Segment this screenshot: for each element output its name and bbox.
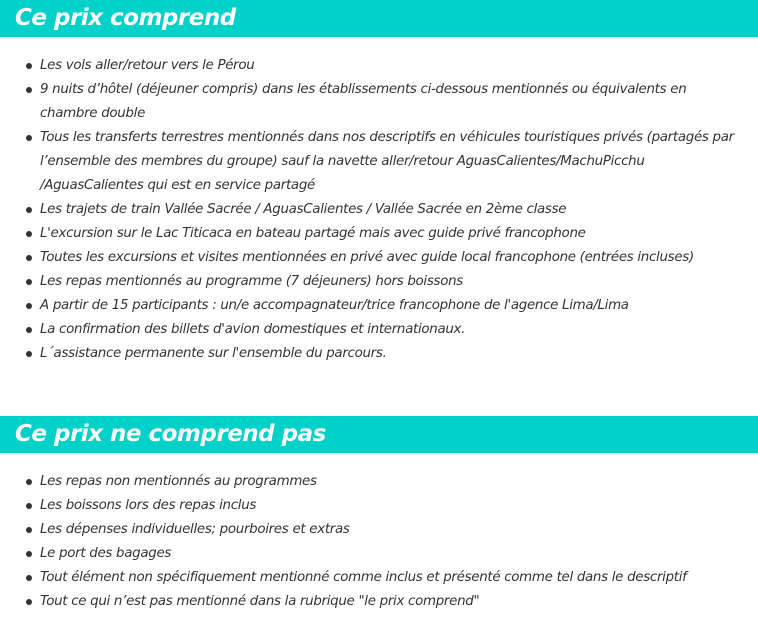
list-item: L´assistance permanente sur l'ensemble du parcours. <box>40 342 758 366</box>
list-item: Les trajets de train Vallée Sacrée / AguasCalientes / Vallée Sacrée en 2ème classe <box>40 198 758 222</box>
includes-heading: Ce prix comprend <box>0 0 758 37</box>
list-item: Les repas non mentionnés au programmes <box>40 470 758 494</box>
list-item: Tous les transferts terrestres mentionnés dans nos descriptifs en véhicules touristiques privés (partagés par l’ensemble des membres du groupe) sauf la navette aller/retour AguasCalientes/MachuPicchu /AguasCalientes qui est en service partagé <box>40 126 758 198</box>
excludes-heading: Ce prix ne comprend pas <box>0 416 758 453</box>
list-item: Tout élément non spécifiquement mentionné comme inclus et présenté comme tel dans le descriptif <box>40 566 758 590</box>
list-item: La confirmation des billets d'avion domestiques et internationaux. <box>40 318 758 342</box>
list-item: Tout ce qui n’est pas mentionné dans la rubrique "le prix comprend" <box>40 590 758 614</box>
list-item: Les vols aller/retour vers le Pérou <box>40 54 758 78</box>
includes-list <box>0 54 758 366</box>
list-item: A partir de 15 participants : un/e accompagnateur/trice francophone de l'agence Lima/Lima <box>40 294 758 318</box>
list-item: Les boissons lors des repas inclus <box>40 494 758 518</box>
excludes-list <box>0 470 758 614</box>
list-item: Toutes les excursions et visites mentionnées en privé avec guide local francophone (entrées incluses) <box>40 246 758 270</box>
list-item: Les dépenses individuelles; pourboires et extras <box>40 518 758 542</box>
list-item: 9 nuits d’hôtel (déjeuner compris) dans les établissements ci-dessous mentionnés ou équivalents en chambre double <box>40 78 758 126</box>
list-item: Les repas mentionnés au programme (7 déjeuners) hors boissons <box>40 270 758 294</box>
list-item: Le port des bagages <box>40 542 758 566</box>
list-item: L'excursion sur le Lac Titicaca en bateau partagé mais avec guide privé francophone <box>40 222 758 246</box>
